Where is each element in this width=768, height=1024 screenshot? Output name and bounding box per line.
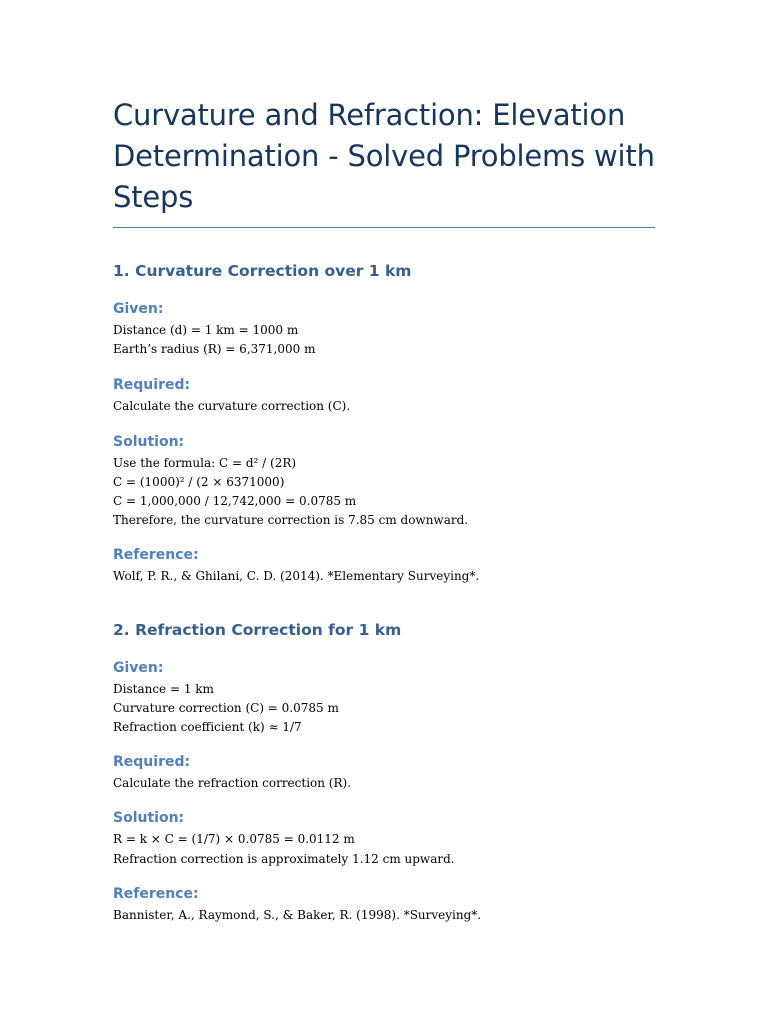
solution-line: Refraction correction is approximately 1.12 cm upward. — [113, 851, 455, 866]
problem-heading: 2. Refraction Correction for 1 km — [113, 620, 402, 639]
solution-line: R = k × C = (1/7) × 0.0785 = 0.0112 m — [113, 832, 355, 847]
reference-label: Reference: — [113, 547, 199, 564]
problem-2 — [113, 620, 655, 925]
document-page — [113, 95, 655, 925]
solution-line: Use the formula: C = d² / (2R) — [113, 455, 297, 470]
given-label: Given: — [113, 301, 164, 317]
given-line: Refraction coefficient (k) ≈ 1/7 — [113, 720, 302, 735]
required-line: Calculate the curvature correction (C). — [113, 399, 351, 414]
reference-lines — [113, 567, 655, 586]
solution-lines — [113, 454, 655, 531]
required-label: Required: — [113, 754, 191, 771]
problem-1 — [113, 261, 655, 587]
reference-line: Wolf, P. R., & Ghilani, C. D. (2014). *Elementary Surveying*. — [113, 569, 480, 584]
given-line: Distance = 1 km — [113, 681, 214, 696]
reference-line: Bannister, A., Raymond, S., & Baker, R. (1998). *Surveying*. — [113, 907, 482, 922]
solution-lines — [113, 830, 655, 868]
problem-heading: 1. Curvature Correction over 1 km — [113, 262, 412, 280]
solution-label: Solution: — [113, 810, 185, 827]
reference-lines — [113, 906, 655, 925]
required-lines — [113, 774, 655, 793]
given-lines — [113, 680, 655, 738]
given-line: Curvature correction (C) = 0.0785 m — [113, 700, 339, 715]
solution-line: Therefore, the curvature correction is 7.85 cm downward. — [113, 513, 469, 528]
given-line: Distance (d) = 1 km = 1000 m — [113, 323, 299, 337]
required-lines — [113, 397, 655, 416]
solution-line: C = 1,000,000 / 12,742,000 = 0.0785 m — [113, 494, 357, 509]
required-label: Required: — [113, 377, 191, 394]
document-title: Curvature and Refraction: Elevation Determination - Solved Problems with Steps — [113, 98, 655, 214]
given-line: Earth’s radius (R) = 6,371,000 m — [113, 342, 316, 357]
given-lines — [113, 321, 655, 359]
title-divider — [113, 227, 655, 228]
required-line: Calculate the refraction correction (R). — [113, 776, 352, 791]
solution-label: Solution: — [113, 433, 185, 450]
reference-label: Reference: — [113, 885, 199, 902]
given-label: Given: — [113, 659, 164, 676]
solution-line: C = (1000)² / (2 × 6371000) — [113, 474, 285, 489]
